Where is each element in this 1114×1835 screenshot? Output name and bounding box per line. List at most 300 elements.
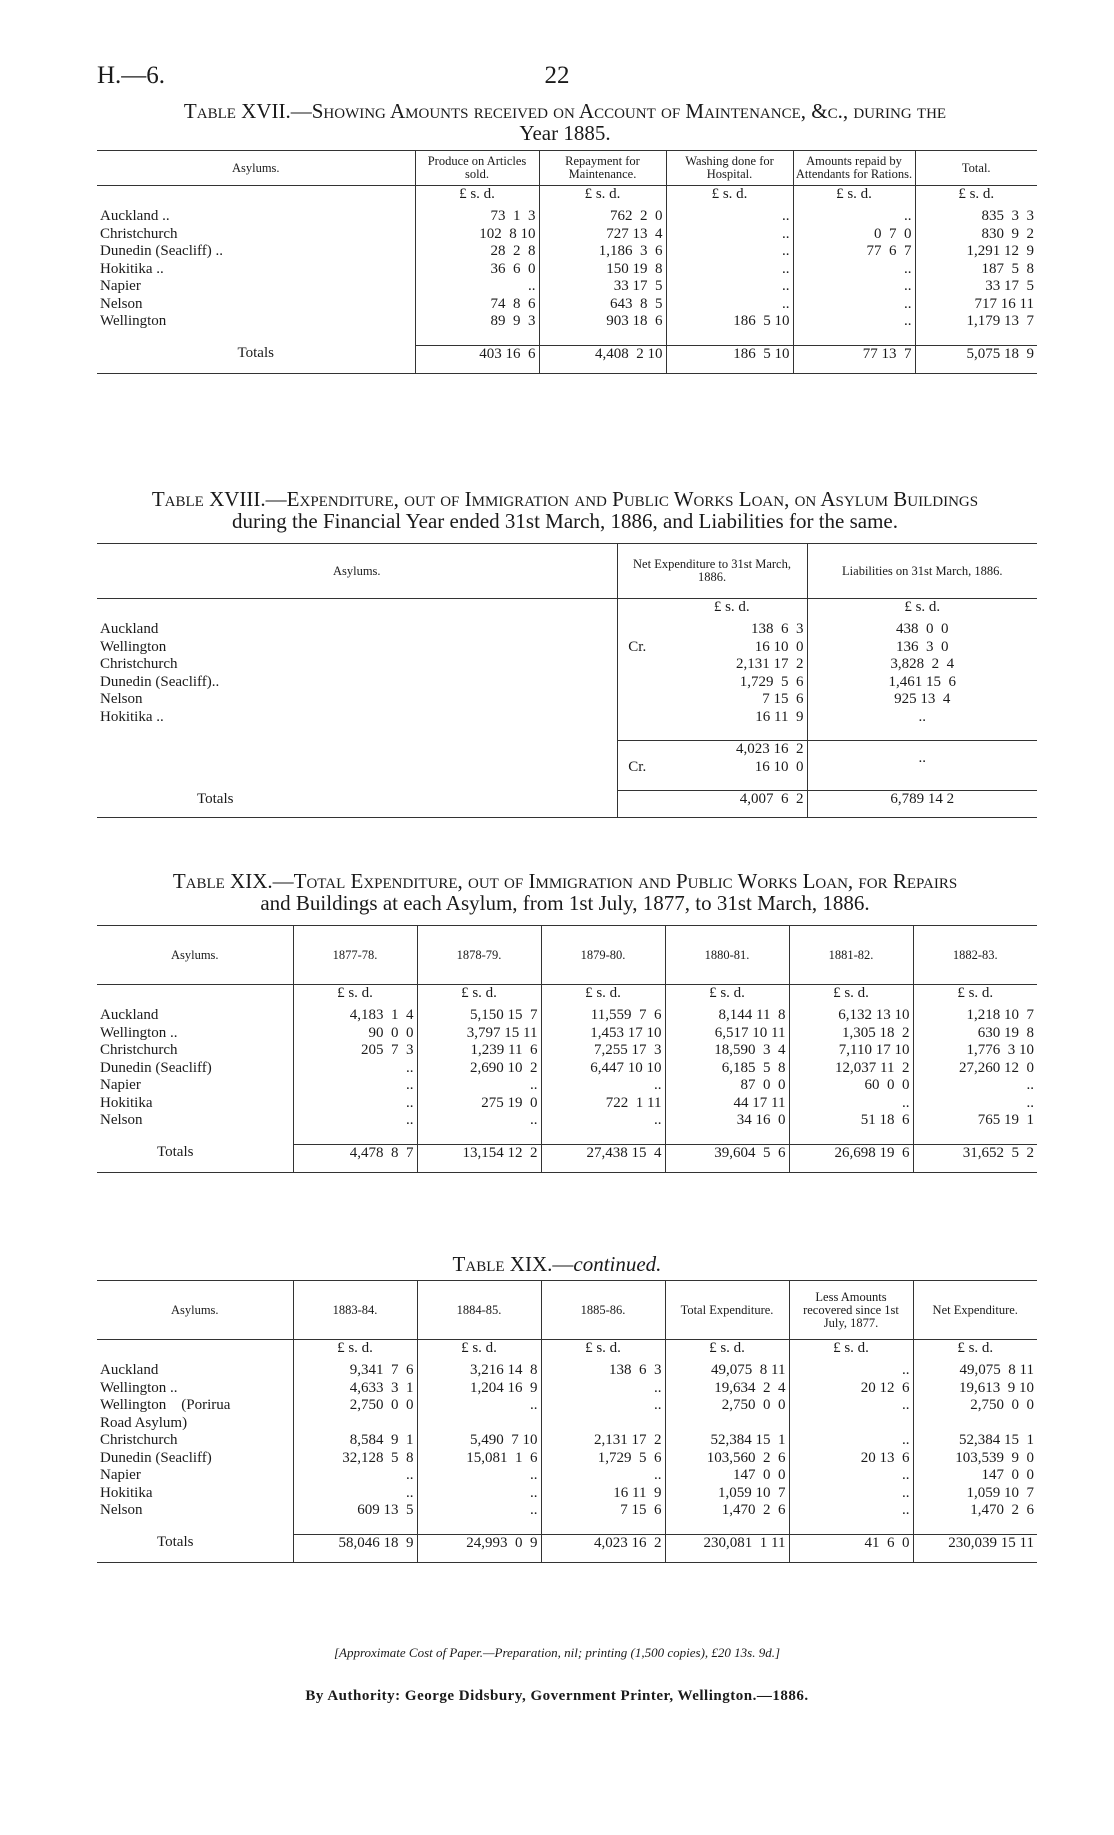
t19-row-val-3: 34 16 0 bbox=[665, 1112, 789, 1130]
t19-total-3: 39,604 5 6 bbox=[665, 1144, 789, 1173]
t19-gap-3 bbox=[665, 1130, 789, 1145]
t19b-row bbox=[97, 1467, 1037, 1485]
t17-gap-cell bbox=[97, 331, 415, 346]
t18-row-net: 2,131 17 2 bbox=[736, 656, 804, 672]
t18-row-net: 16 10 0 bbox=[754, 638, 804, 655]
t17-row bbox=[97, 261, 1037, 279]
t18-row-name: Wellington bbox=[100, 638, 167, 655]
t18-gap bbox=[97, 726, 1037, 741]
t19b-row-val-4: .. bbox=[789, 1502, 913, 1520]
t18-row bbox=[97, 639, 1037, 657]
cost-note: [Approximate Cost of Paper.—Preparation, nil; printing (1,500 copies), £20 13s. 9d.] bbox=[333, 1645, 781, 1660]
t17-row-produce: 28 2 8 bbox=[415, 243, 539, 261]
t17-row-ration: .. bbox=[793, 313, 915, 331]
t19-row-val-1: .. bbox=[417, 1112, 541, 1130]
t17-col-repayment: Repayment for Maintenance. bbox=[539, 151, 666, 186]
t19b-row-val-3: 2,750 0 0 bbox=[665, 1397, 789, 1432]
t19-row-val-0: .. bbox=[293, 1060, 417, 1078]
t17-row-repay: 33 17 5 bbox=[539, 278, 666, 296]
t19b-row-val-3: 52,384 15 1 bbox=[665, 1432, 789, 1450]
t17-row-wash: .. bbox=[666, 296, 793, 314]
t18-row-liab: 3,828 2 4 bbox=[807, 656, 1037, 674]
t18-total-net: 4,007 6 2 bbox=[657, 791, 807, 818]
t19b-row-val-5: 52,384 15 1 bbox=[913, 1432, 1037, 1450]
t17-row-total: 835 3 3 bbox=[915, 208, 1037, 226]
t17-row-ration: .. bbox=[793, 296, 915, 314]
t19b-units-2: £ s. d. bbox=[541, 1340, 665, 1363]
t17-row bbox=[97, 208, 1037, 226]
t19b-row-val-0: .. bbox=[293, 1485, 417, 1503]
t19b-gap-0 bbox=[293, 1520, 417, 1535]
t18-row-liab: 438 0 0 bbox=[807, 621, 1037, 639]
t19b-row-val-1: 1,204 16 9 bbox=[417, 1380, 541, 1398]
t17-units-row bbox=[97, 186, 1037, 209]
t18-col-asylums: Asylums. bbox=[332, 563, 381, 578]
t19b-row-val-4: .. bbox=[789, 1362, 913, 1380]
table-18 bbox=[97, 543, 1037, 818]
t19b-row-val-3: 147 0 0 bbox=[665, 1467, 789, 1485]
t18-sub-cr-blank bbox=[617, 741, 657, 759]
t17-row-name: Christchurch bbox=[100, 225, 178, 242]
t19b-units-5: £ s. d. bbox=[913, 1340, 1037, 1363]
t19b-row-name: Christchurch bbox=[100, 1432, 178, 1448]
t19b-row-val-3: 1,059 10 7 bbox=[665, 1485, 789, 1503]
t19-row-name: Nelson bbox=[100, 1112, 143, 1128]
t19b-units-4: £ s. d. bbox=[789, 1340, 913, 1363]
t19b-row-name: Auckland bbox=[100, 1362, 159, 1378]
t18-row-name: Christchurch bbox=[100, 656, 178, 672]
table-19-title bbox=[90, 870, 1040, 914]
t19b-row-val-2: .. bbox=[541, 1380, 665, 1398]
t19b-row-val-0: 9,341 7 6 bbox=[293, 1362, 417, 1380]
t17-row-ration: 77 6 7 bbox=[793, 243, 915, 261]
t18-gap2-b bbox=[617, 776, 657, 791]
t19-units-3: £ s. d. bbox=[665, 985, 789, 1008]
t17-row-ration: .. bbox=[793, 208, 915, 226]
t19b-row-name: Nelson bbox=[100, 1502, 143, 1518]
t19b-col-5: Net Expenditure. bbox=[913, 1281, 1037, 1340]
t19b-units-3: £ s. d. bbox=[665, 1340, 789, 1363]
t17-row-wash: .. bbox=[666, 208, 793, 226]
t18-row-net: 7 15 6 bbox=[762, 691, 804, 707]
t19-units-5: £ s. d. bbox=[913, 985, 1037, 1008]
t17-gap-produce bbox=[415, 331, 539, 346]
t17-row-produce: 73 1 3 bbox=[415, 208, 539, 226]
t19b-row bbox=[97, 1362, 1037, 1380]
table-17-title bbox=[90, 100, 1040, 144]
t17-gap-wash bbox=[666, 331, 793, 346]
t19-units-2: £ s. d. bbox=[541, 985, 665, 1008]
t17-row-wash: .. bbox=[666, 261, 793, 279]
t19-col-0: 1877-78. bbox=[293, 926, 417, 985]
t19b-col-4: Less Amounts recovered since 1st July, 1877. bbox=[789, 1281, 913, 1340]
t18-gap2-d bbox=[807, 776, 1037, 791]
t17-row bbox=[97, 313, 1037, 331]
t18-gap-b bbox=[617, 726, 657, 741]
t19-total-5: 31,652 5 2 bbox=[913, 1144, 1037, 1173]
t17-row-repay: 150 19 8 bbox=[539, 261, 666, 279]
t17-units-repay: £ s. d. bbox=[539, 186, 666, 209]
t18-row-liab: .. bbox=[807, 709, 1037, 727]
table-18-title bbox=[90, 488, 1040, 532]
t19b-gap-3 bbox=[665, 1520, 789, 1535]
t19-row bbox=[97, 1042, 1037, 1060]
t19-row-val-4: 51 18 6 bbox=[789, 1112, 913, 1130]
t18-sub-cr: Cr. bbox=[617, 759, 657, 777]
t19-gap-a bbox=[97, 1130, 293, 1145]
t19b-row-val-4: .. bbox=[789, 1485, 913, 1503]
t17-units-ration: £ s. d. bbox=[793, 186, 915, 209]
t19b-row-val-0: .. bbox=[293, 1467, 417, 1485]
t19-row-val-1: 3,797 15 11 bbox=[417, 1025, 541, 1043]
t18-units-net: £ s. d. bbox=[713, 599, 750, 615]
t19-gap-0 bbox=[293, 1130, 417, 1145]
t19-row-name: Wellington .. bbox=[100, 1024, 178, 1041]
t17-row-name: Wellington bbox=[100, 313, 167, 329]
t17-col-produce: Produce on Articles sold. bbox=[415, 151, 539, 186]
t18-row-cr bbox=[617, 691, 657, 709]
t18-gap2 bbox=[97, 776, 1037, 791]
t17-row bbox=[97, 243, 1037, 261]
t19-totals-label: Totals bbox=[157, 1144, 194, 1160]
t19b-row-val-4: .. bbox=[789, 1397, 913, 1432]
t19b-total-4: 41 6 0 bbox=[789, 1534, 913, 1563]
t19-total-0: 4,478 8 7 bbox=[293, 1144, 417, 1173]
t18-sub2-blank bbox=[97, 759, 617, 777]
t17-row-produce: .. bbox=[415, 278, 539, 296]
t17-gap bbox=[97, 331, 1037, 346]
t19-row-val-0: 205 7 3 bbox=[293, 1042, 417, 1060]
t19b-row-val-4: .. bbox=[789, 1432, 913, 1450]
t19b-total-5: 230,039 15 11 bbox=[913, 1534, 1037, 1563]
table-18-title-line1: Table XVIII.—Expenditure, out of Immigration and Public Works Loan, on Asylum Buildings bbox=[151, 487, 979, 511]
t18-row-liab: 925 13 4 bbox=[807, 691, 1037, 709]
t19-row-val-5: .. bbox=[913, 1077, 1037, 1095]
t19-row-val-3: 8,144 11 8 bbox=[665, 1007, 789, 1025]
t17-col-rations: Amounts repaid by Attendants for Rations. bbox=[793, 151, 915, 186]
t17-row-produce: 36 6 0 bbox=[415, 261, 539, 279]
t17-row bbox=[97, 296, 1037, 314]
t19-row-val-5: 630 19 8 bbox=[913, 1025, 1037, 1043]
t19-row-val-3: 44 17 11 bbox=[665, 1095, 789, 1113]
t19b-row-name: Hokitika bbox=[100, 1484, 153, 1501]
t19-gap bbox=[97, 1130, 1037, 1145]
t19-row-val-4: 60 0 0 bbox=[789, 1077, 913, 1095]
t19-row-name: Hokitika bbox=[100, 1094, 153, 1111]
t17-row-repay: 1,186 3 6 bbox=[539, 243, 666, 261]
t18-row-cr: Cr. bbox=[617, 639, 657, 657]
t19-col-5: 1882-83. bbox=[913, 926, 1037, 985]
table-19-continued-title bbox=[0, 1252, 1114, 1277]
t19-row-name: Christchurch bbox=[100, 1042, 178, 1058]
page-number: 22 bbox=[544, 62, 570, 89]
t17-row-wash: .. bbox=[666, 243, 793, 261]
t18-row-name: Nelson bbox=[100, 691, 143, 707]
t19-row-name: Napier bbox=[100, 1077, 141, 1093]
t19-row bbox=[97, 1025, 1037, 1043]
t17-row-total: 1,179 13 7 bbox=[915, 313, 1037, 331]
t19b-row bbox=[97, 1397, 1037, 1432]
t19-row-val-2: 6,447 10 10 bbox=[541, 1060, 665, 1078]
t18-sub-blank bbox=[97, 741, 617, 759]
t17-total-wash: 186 5 10 bbox=[666, 345, 793, 374]
t18-gap-d bbox=[807, 726, 1037, 741]
t17-row-name: Auckland .. bbox=[100, 208, 170, 224]
t19b-row bbox=[97, 1485, 1037, 1503]
t18-row-cr bbox=[617, 674, 657, 692]
t19-row bbox=[97, 1060, 1037, 1078]
t19-row-val-4: 6,132 13 10 bbox=[789, 1007, 913, 1025]
t19b-row-val-3: 103,560 2 6 bbox=[665, 1450, 789, 1468]
t19-row-val-2: 11,559 7 6 bbox=[541, 1007, 665, 1025]
t17-row-produce: 89 9 3 bbox=[415, 313, 539, 331]
t18-row bbox=[97, 709, 1037, 727]
t18-gap2-a bbox=[97, 776, 617, 791]
t17-row-repay: 762 2 0 bbox=[539, 208, 666, 226]
t19b-row-val-3: 49,075 8 11 bbox=[665, 1362, 789, 1380]
t18-totals-label: Totals bbox=[197, 790, 234, 807]
t17-gap-repay bbox=[539, 331, 666, 346]
t18-gap-c bbox=[657, 726, 807, 741]
t18-total-liab: 6,789 14 2 bbox=[807, 791, 1037, 818]
t19-row-val-0: .. bbox=[293, 1077, 417, 1095]
t18-subtotal-2: 16 10 0 bbox=[754, 758, 804, 775]
t17-gap-ration bbox=[793, 331, 915, 346]
t17-row-produce: 74 8 6 bbox=[415, 296, 539, 314]
t17-gap-total bbox=[915, 331, 1037, 346]
t17-row-name: Dunedin (Seacliff) .. bbox=[100, 243, 224, 259]
t19-row bbox=[97, 1077, 1037, 1095]
t19-row-val-1: 2,690 10 2 bbox=[417, 1060, 541, 1078]
t19b-col-0: 1883-84. bbox=[293, 1281, 417, 1340]
t19-col-2: 1879-80. bbox=[541, 926, 665, 985]
t19b-row-val-1: .. bbox=[417, 1467, 541, 1485]
t17-row bbox=[97, 226, 1037, 244]
t17-row-wash: .. bbox=[666, 226, 793, 244]
t19-row-val-4: 1,305 18 2 bbox=[789, 1025, 913, 1043]
t19b-row-val-3: 19,634 2 4 bbox=[665, 1380, 789, 1398]
t19b-row-val-5: 1,470 2 6 bbox=[913, 1502, 1037, 1520]
t19b-totals-label: Totals bbox=[157, 1534, 194, 1550]
t17-row-ration: .. bbox=[793, 278, 915, 296]
table-18-title-line2: during the Financial Year ended 31st March, 1886, and Liabilities for the same. bbox=[231, 509, 898, 533]
t19-units-1: £ s. d. bbox=[417, 985, 541, 1008]
t19-row bbox=[97, 1007, 1037, 1025]
t19b-row-val-1: 15,081 1 6 bbox=[417, 1450, 541, 1468]
t19-total-4: 26,698 19 6 bbox=[789, 1144, 913, 1173]
t17-units-total: £ s. d. bbox=[915, 186, 1037, 209]
t19b-row-val-5: 19,613 9 10 bbox=[913, 1380, 1037, 1398]
t19-row-val-5: 1,218 10 7 bbox=[913, 1007, 1037, 1025]
t19b-col-1: 1884-85. bbox=[417, 1281, 541, 1340]
t19b-row-val-5: 103,539 9 0 bbox=[913, 1450, 1037, 1468]
t19b-row-val-3: 1,470 2 6 bbox=[665, 1502, 789, 1520]
t18-subtotal-row bbox=[97, 741, 1037, 759]
t18-units-blank bbox=[97, 599, 617, 622]
t17-row-ration: 0 7 0 bbox=[793, 226, 915, 244]
t17-row-produce: 102 8 10 bbox=[415, 226, 539, 244]
t19-col-asylums: Asylums. bbox=[170, 947, 219, 962]
t19b-row-val-0: 4,633 3 1 bbox=[293, 1380, 417, 1398]
t17-row-name: Napier bbox=[100, 278, 141, 294]
t19-row bbox=[97, 1112, 1037, 1130]
t17-row-repay: 727 13 4 bbox=[539, 226, 666, 244]
t18-row bbox=[97, 674, 1037, 692]
t19b-row-name: Wellington (Porirua Road Asylum) bbox=[100, 1397, 231, 1431]
t19b-col-asylums: Asylums. bbox=[170, 1302, 219, 1317]
t19b-row-val-5: 2,750 0 0 bbox=[913, 1397, 1037, 1432]
t17-row-name: Hokitika .. bbox=[100, 260, 164, 277]
t18-units-cr bbox=[617, 599, 657, 622]
t19-totals-row bbox=[97, 1144, 1037, 1173]
t17-row-wash: 186 5 10 bbox=[666, 313, 793, 331]
t19b-row-val-0: 8,584 9 1 bbox=[293, 1432, 417, 1450]
t18-tot-cr-blank bbox=[617, 791, 657, 818]
t19-row bbox=[97, 1095, 1037, 1113]
t18-gap2-c bbox=[657, 776, 807, 791]
t19-row-val-2: 1,453 17 10 bbox=[541, 1025, 665, 1043]
t17-row-repay: 903 18 6 bbox=[539, 313, 666, 331]
t17-total-repay: 4,408 2 10 bbox=[539, 345, 666, 374]
t19b-units-blank bbox=[97, 1340, 293, 1363]
t19b-row-val-2: 138 6 3 bbox=[541, 1362, 665, 1380]
t18-units-liab: £ s. d. bbox=[807, 599, 1037, 622]
t19b-total-2: 4,023 16 2 bbox=[541, 1534, 665, 1563]
t19-units-4: £ s. d. bbox=[789, 985, 913, 1008]
t19b-row-val-1: 5,490 7 10 bbox=[417, 1432, 541, 1450]
t19-row-val-3: 87 0 0 bbox=[665, 1077, 789, 1095]
t19b-row-val-5: 49,075 8 11 bbox=[913, 1362, 1037, 1380]
t19b-total-1: 24,993 0 9 bbox=[417, 1534, 541, 1563]
t19-row-val-5: 765 19 1 bbox=[913, 1112, 1037, 1130]
t17-row-total: 187 5 8 bbox=[915, 261, 1037, 279]
t19-gap-1 bbox=[417, 1130, 541, 1145]
t19-row-val-1: 275 19 0 bbox=[417, 1095, 541, 1113]
t19b-row-val-1: .. bbox=[417, 1397, 541, 1432]
t18-row-liab: 1,461 15 6 bbox=[807, 674, 1037, 692]
t19-row-val-0: 4,183 1 4 bbox=[293, 1007, 417, 1025]
t19b-row-name: Dunedin (Seacliff) bbox=[100, 1449, 212, 1466]
t19-gap-4 bbox=[789, 1130, 913, 1145]
t17-col-total: Total. bbox=[915, 151, 1037, 186]
t18-row-cr bbox=[617, 656, 657, 674]
t19b-title-italic: continued. bbox=[573, 1252, 662, 1276]
t19b-row-val-2: .. bbox=[541, 1467, 665, 1485]
t19b-totals-row bbox=[97, 1534, 1037, 1563]
t19-row-val-5: .. bbox=[913, 1095, 1037, 1113]
t18-units-row bbox=[97, 599, 1037, 622]
t19-units-blank bbox=[97, 985, 293, 1008]
t19-gap-2 bbox=[541, 1130, 665, 1145]
t19b-row-val-2: .. bbox=[541, 1397, 665, 1432]
t19b-row-val-0: 32,128 5 8 bbox=[293, 1450, 417, 1468]
t19-row-val-2: .. bbox=[541, 1112, 665, 1130]
t19b-gap bbox=[97, 1520, 1037, 1535]
t19-row-val-2: 722 1 11 bbox=[541, 1095, 665, 1113]
t19b-row bbox=[97, 1450, 1037, 1468]
t18-row-liab: 136 3 0 bbox=[807, 639, 1037, 657]
t19b-gap-1 bbox=[417, 1520, 541, 1535]
table-17 bbox=[97, 150, 1037, 374]
t17-units-blank bbox=[97, 186, 415, 209]
table-17-title-line1: Table XVII.—Showing Amounts received on Account of Maintenance, &c., during the bbox=[183, 99, 947, 123]
t19-row-val-0: .. bbox=[293, 1112, 417, 1130]
t19-total-2: 27,438 15 4 bbox=[541, 1144, 665, 1173]
t17-row-total: 33 17 5 bbox=[915, 278, 1037, 296]
t19-col-4: 1881-82. bbox=[789, 926, 913, 985]
t19b-total-0: 58,046 18 9 bbox=[293, 1534, 417, 1563]
t19-row-val-3: 6,517 10 11 bbox=[665, 1025, 789, 1043]
t19b-row-name: Napier bbox=[100, 1467, 141, 1483]
t19-total-1: 13,154 12 2 bbox=[417, 1144, 541, 1173]
t19-gap-5 bbox=[913, 1130, 1037, 1145]
t19b-row-val-1: .. bbox=[417, 1502, 541, 1520]
t19-row-val-0: 90 0 0 bbox=[293, 1025, 417, 1043]
t18-row-name: Auckland bbox=[100, 621, 159, 637]
t17-total-total: 5,075 18 9 bbox=[915, 345, 1037, 374]
t19b-total-3: 230,081 1 11 bbox=[665, 1534, 789, 1563]
table-19 bbox=[97, 925, 1037, 1173]
t17-row bbox=[97, 278, 1037, 296]
table-19-continued bbox=[97, 1280, 1037, 1563]
t18-row-name: Hokitika .. bbox=[100, 708, 164, 725]
t17-row-total: 830 9 2 bbox=[915, 226, 1037, 244]
t19b-row-val-0: 609 13 5 bbox=[293, 1502, 417, 1520]
t19b-units-0: £ s. d. bbox=[293, 1340, 417, 1363]
t17-row-repay: 643 8 5 bbox=[539, 296, 666, 314]
t17-total-produce: 403 16 6 bbox=[415, 345, 539, 374]
t19-row-name: Dunedin (Seacliff) bbox=[100, 1059, 212, 1076]
table-19-title-line1: Table XIX.—Total Expenditure, out of Immigration and Public Works Loan, for Repairs bbox=[172, 869, 958, 893]
t19b-units-1: £ s. d. bbox=[417, 1340, 541, 1363]
t17-col-washing: Washing done for Hospital. bbox=[666, 151, 793, 186]
t19b-row-name: Wellington .. bbox=[100, 1379, 178, 1396]
t19-row-val-2: .. bbox=[541, 1077, 665, 1095]
t19b-units-row bbox=[97, 1340, 1037, 1363]
t18-sub-liab: .. bbox=[807, 741, 1037, 777]
t19-row-val-2: 7,255 17 3 bbox=[541, 1042, 665, 1060]
t19-row-val-3: 6,185 5 8 bbox=[665, 1060, 789, 1078]
t18-row bbox=[97, 621, 1037, 639]
t18-col-net: Net Expenditure to 31st March, 1886. bbox=[617, 544, 807, 599]
t19-row-val-4: .. bbox=[789, 1095, 913, 1113]
t18-subtotal-1: 4,023 16 2 bbox=[657, 741, 807, 759]
t19b-row-val-4: 20 12 6 bbox=[789, 1380, 913, 1398]
t19-row-val-4: 12,037 11 2 bbox=[789, 1060, 913, 1078]
t17-total-ration: 77 13 7 bbox=[793, 345, 915, 374]
authority-line: By Authority: George Didsbury, Government Printer, Wellington.—1886. bbox=[305, 1688, 809, 1704]
document-code: H.—6. bbox=[97, 62, 166, 89]
t19b-row-val-4: 20 13 6 bbox=[789, 1450, 913, 1468]
t19-row-val-0: .. bbox=[293, 1095, 417, 1113]
t19b-title-prefix: Table XIX.— bbox=[452, 1252, 574, 1276]
t19b-row-val-4: .. bbox=[789, 1467, 913, 1485]
t19-row-val-1: .. bbox=[417, 1077, 541, 1095]
t19-row-val-4: 7,110 17 10 bbox=[789, 1042, 913, 1060]
t19b-row-val-5: 147 0 0 bbox=[913, 1467, 1037, 1485]
t18-row-net: 16 11 9 bbox=[755, 708, 804, 725]
t19b-row bbox=[97, 1380, 1037, 1398]
t19b-row-val-1: .. bbox=[417, 1485, 541, 1503]
t19-row-name: Auckland bbox=[100, 1007, 159, 1023]
t19b-row-val-2: 2,131 17 2 bbox=[541, 1432, 665, 1450]
t19b-col-3: Total Expenditure. bbox=[665, 1281, 789, 1340]
t19b-gap-2 bbox=[541, 1520, 665, 1535]
t19b-row-val-2: 7 15 6 bbox=[541, 1502, 665, 1520]
t19-row-val-1: 5,150 15 7 bbox=[417, 1007, 541, 1025]
t19-row-val-1: 1,239 11 6 bbox=[417, 1042, 541, 1060]
t19-row-val-5: 27,260 12 0 bbox=[913, 1060, 1037, 1078]
